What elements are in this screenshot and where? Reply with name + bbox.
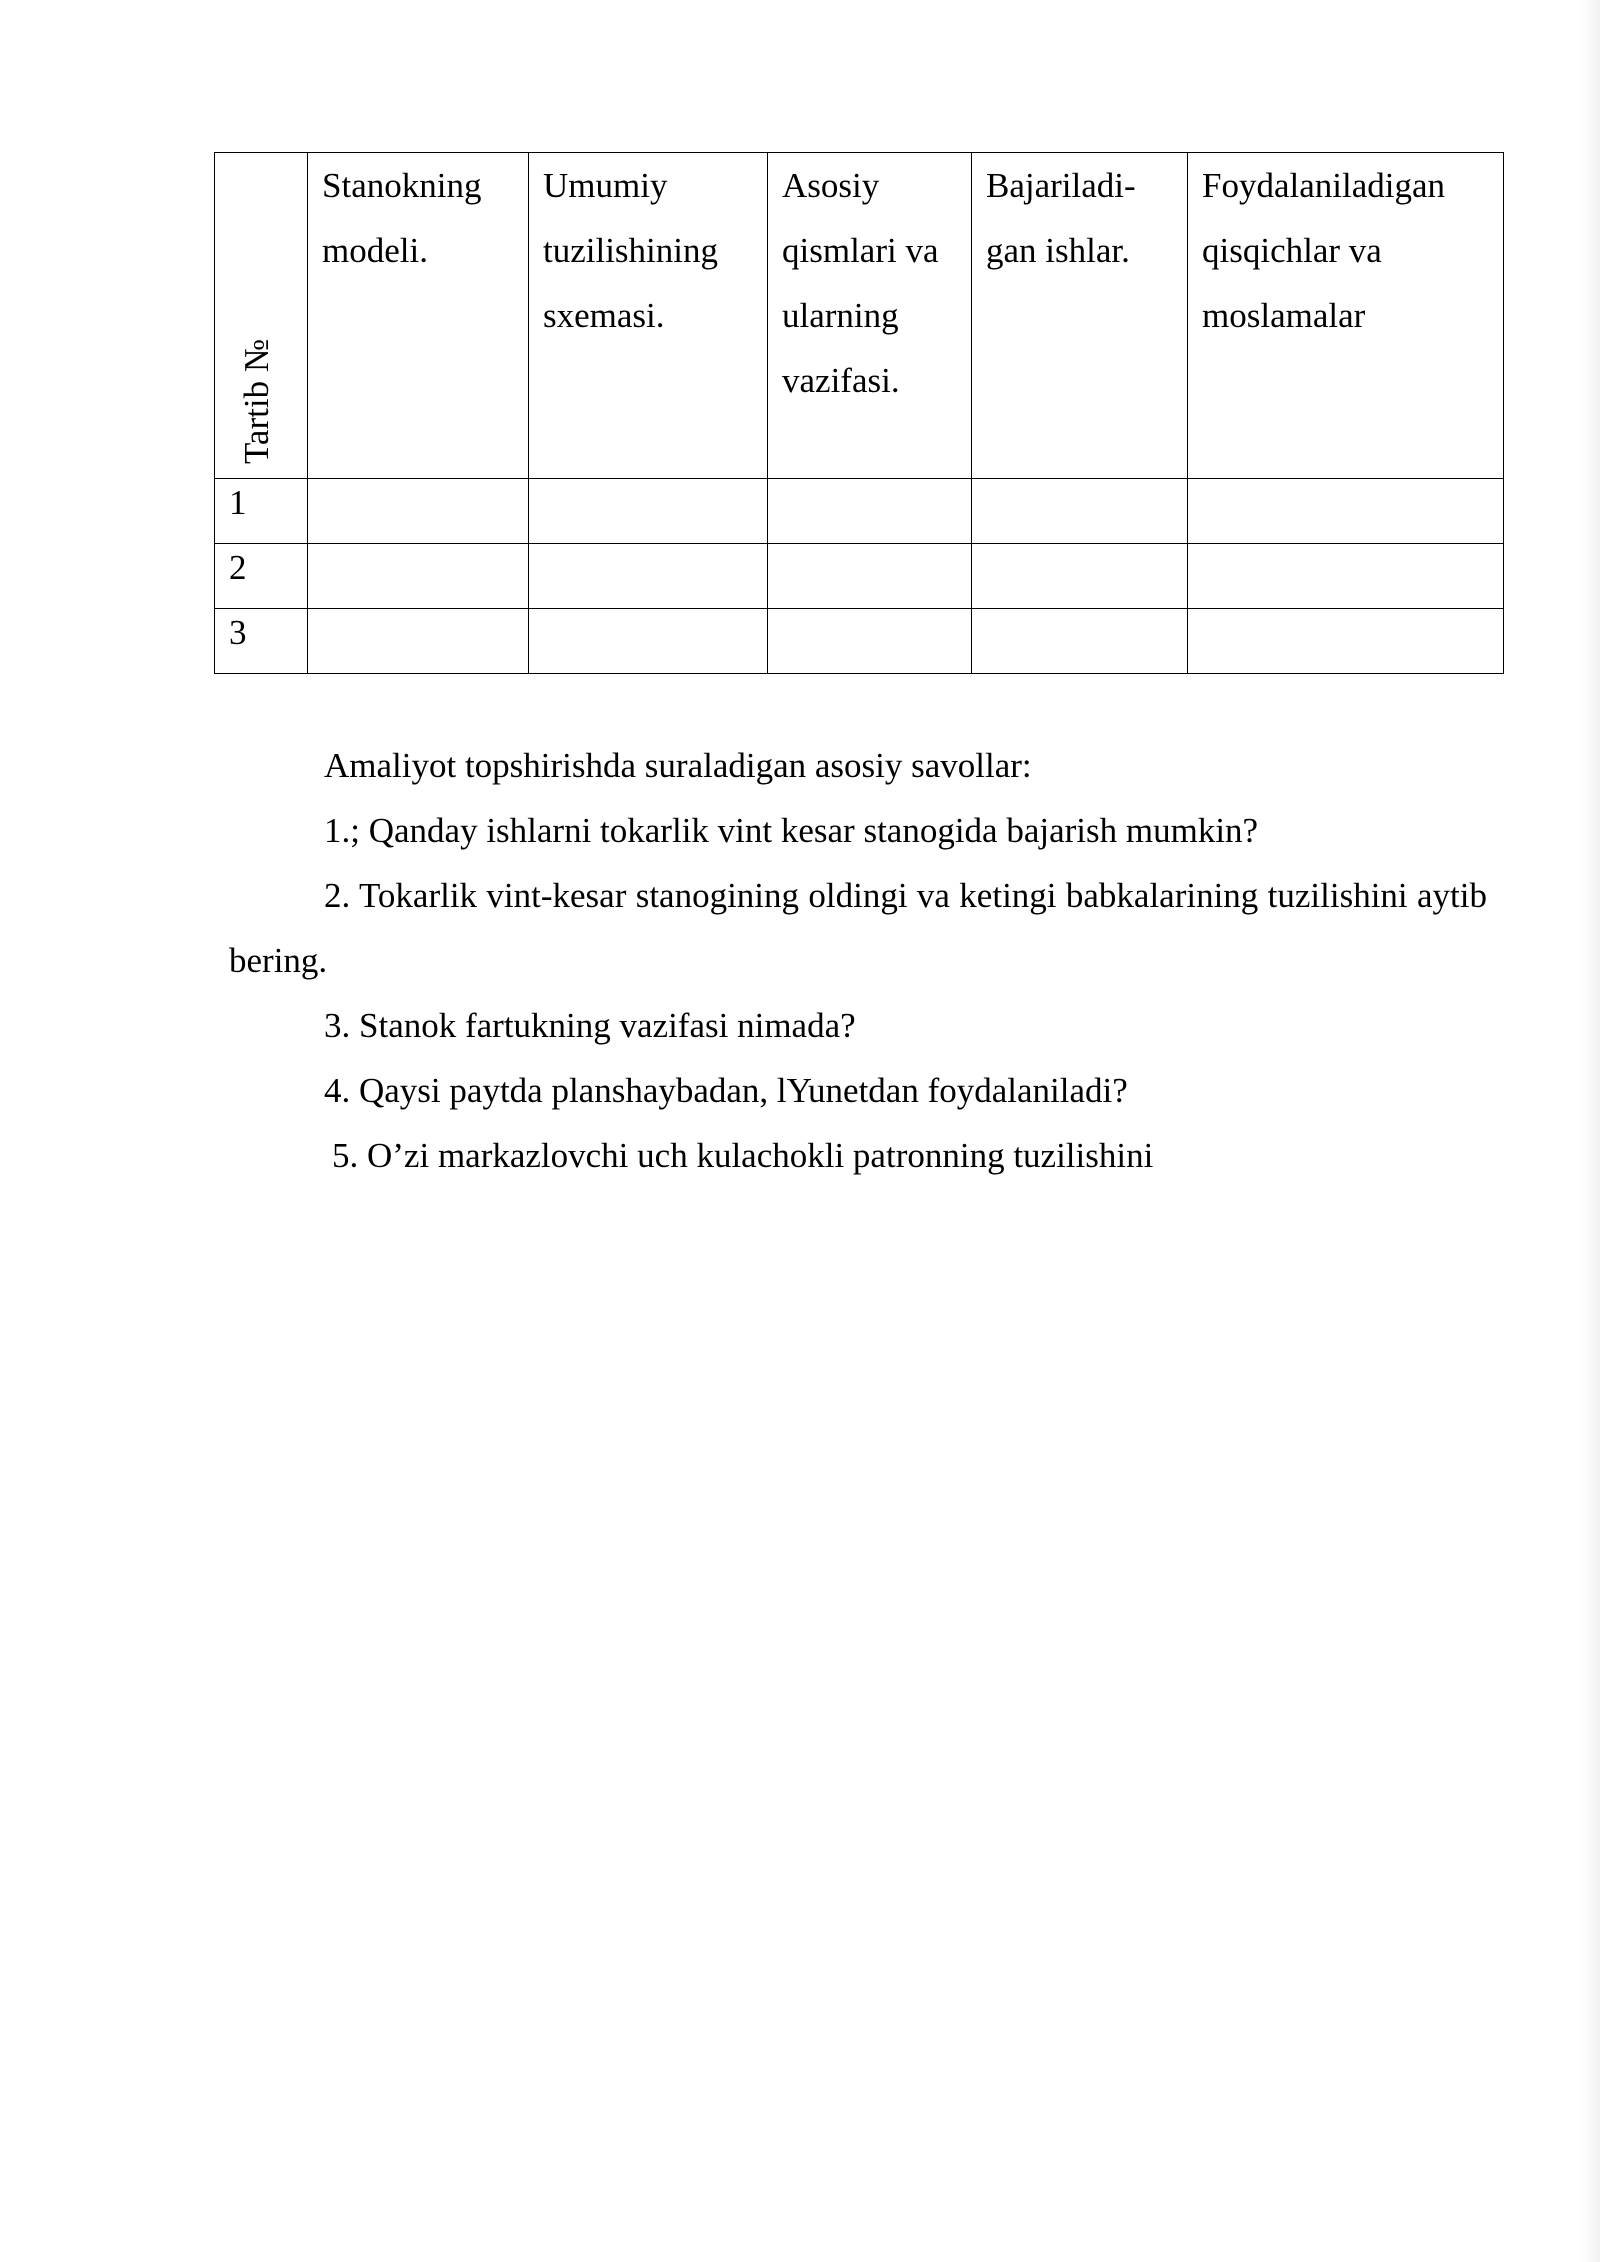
table-cell <box>308 479 529 544</box>
row-number-cell: 1 <box>215 479 308 544</box>
table-cell <box>972 479 1188 544</box>
header-number-label: Tartib № <box>237 338 276 464</box>
question-item: 5. O’zi markazlovchi uch kulachokli patronning tuzilishini <box>332 1136 1154 1175</box>
header-cell-fixtures <box>1188 153 1504 479</box>
table-cell <box>529 544 768 609</box>
header-cell-scheme <box>529 153 768 479</box>
table-cell <box>529 609 768 674</box>
header-cell-model <box>308 153 529 479</box>
question-item: 2. Tokarlik vint-kesar stanogining oldingi va ketingi babkalarining tuzilishini aytib bering. <box>229 876 1487 980</box>
table-cell <box>308 609 529 674</box>
questions-intro: Amaliyot topshirishda suraladigan asosiy savollar: <box>324 746 1032 785</box>
row-number-cell: 2 <box>215 544 308 609</box>
table-row <box>215 544 1504 609</box>
header-cell-number <box>215 153 308 479</box>
table-cell <box>972 609 1188 674</box>
header-parts-label: Asosiy qismlari va ularning vazifasi. <box>782 166 939 400</box>
questions-section <box>229 733 1487 1188</box>
header-scheme-label: Umumiy tuzilishining sxemasi. <box>543 166 718 335</box>
question-item: 3. Stanok fartukning vazifasi nimada? <box>324 1006 856 1045</box>
table-row <box>215 609 1504 674</box>
table-cell <box>972 544 1188 609</box>
table-cell <box>1188 479 1504 544</box>
table-cell <box>768 609 972 674</box>
table-cell <box>768 544 972 609</box>
header-cell-parts <box>768 153 972 479</box>
page-edge-shadow <box>1580 0 1600 2262</box>
table-header-row <box>215 153 1504 479</box>
header-works-label: Bajariladi- gan ishlar. <box>986 166 1136 270</box>
table-cell <box>1188 544 1504 609</box>
table-cell <box>1188 609 1504 674</box>
table-row <box>215 479 1504 544</box>
header-cell-works <box>972 153 1188 479</box>
row-number-cell: 3 <box>215 609 308 674</box>
header-fixtures-label: Foydalaniladigan qisqichlar va moslamalar <box>1202 166 1446 335</box>
header-model-label: Stanokning modeli. <box>322 166 482 270</box>
question-item: 4. Qaysi paytda planshaybadan, lYunetdan foydalaniladi? <box>324 1071 1128 1110</box>
table-cell <box>308 544 529 609</box>
table-cell <box>768 479 972 544</box>
question-item: 1.; Qanday ishlarni tokarlik vint kesar stanogida bajarish mumkin? <box>324 811 1259 850</box>
table-cell <box>529 479 768 544</box>
lathe-study-table <box>214 152 1504 674</box>
